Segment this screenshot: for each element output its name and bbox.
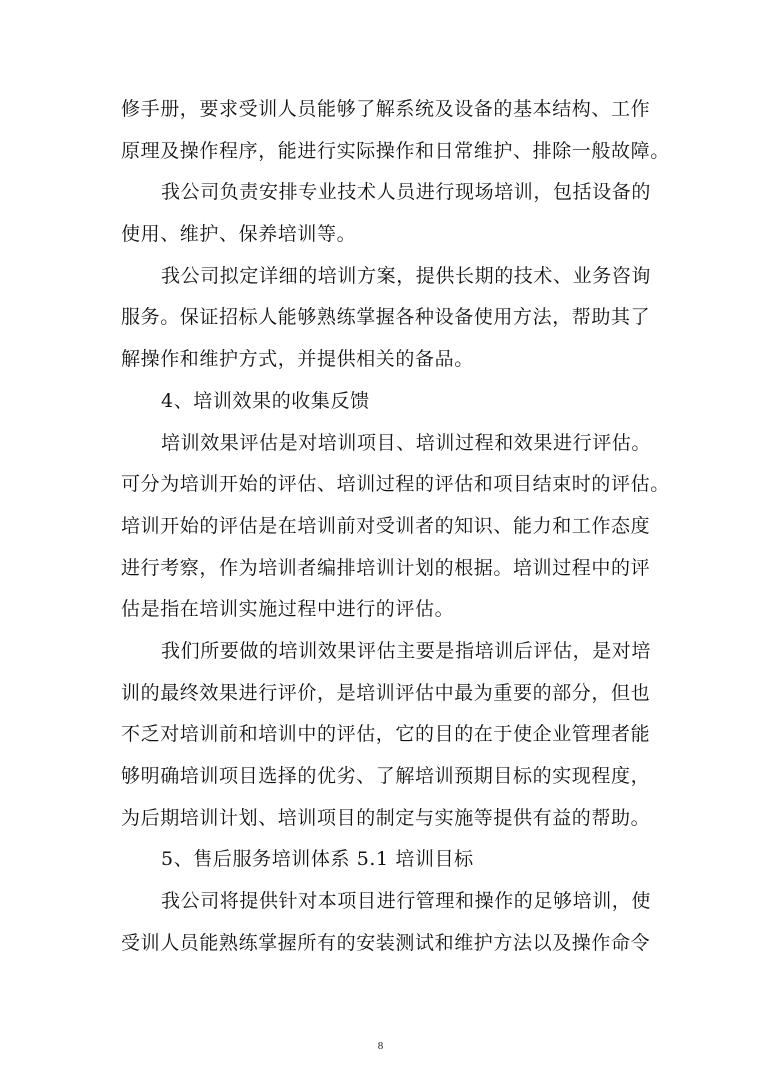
section-heading: 5、售后服务培训体系 5.1 培训目标 — [161, 848, 474, 871]
text-line: 我公司拟定详细的培训方案，提供长期的技术、业务咨询 — [161, 264, 652, 287]
text-line: 进行考察，作为培训者编排培训计划的根据。培训过程中的评 — [121, 556, 651, 579]
text-line: 服务。保证招标人能够熟练掌握各种设备使用方法，帮助其了 — [121, 306, 651, 329]
text-line: 原理及操作程序，能进行实际操作和日常维护、排除一般故障。 — [121, 139, 670, 162]
text-line: 受训人员能熟练掌握所有的安装测试和维护方法以及操作命令 — [121, 931, 651, 954]
text-line: 培训效果评估是对培训项目、培训过程和效果进行评估。 — [161, 431, 652, 454]
text-line: 不乏对培训前和培训中的评估，它的目的在于使企业管理者能 — [121, 723, 651, 746]
text-line: 修手册，要求受训人员能够了解系统及设备的基本结构、工作 — [121, 98, 651, 120]
page-number: 8 — [377, 1040, 384, 1052]
text-line: 解操作和维护方式，并提供相关的备品。 — [121, 348, 474, 371]
text-line: 够明确培训项目选择的优劣、了解培训预期目标的实现程度， — [121, 765, 651, 787]
text-line: 培训开始的评估是在培训前对受训者的知识、能力和工作态度 — [121, 514, 651, 537]
text-line: 可分为培训开始的评估、培训过程的评估和项目结束时的评估。 — [121, 473, 670, 496]
text-line: 使用、维护、保养培训等。 — [121, 223, 357, 246]
body-text — [121, 89, 670, 964]
text-line: 估是指在培训实施过程中进行的评估。 — [121, 598, 455, 621]
text-line: 我公司负责安排专业技术人员进行现场培训，包括设备的 — [161, 181, 652, 204]
text-line: 我公司将提供针对本项目进行管理和操作的足够培训，使 — [161, 890, 652, 913]
section-heading: 4、培训效果的收集反馈 — [161, 389, 370, 412]
text-line: 训的最终效果进行评价，是培训评估中最为重要的部分，但也 — [121, 681, 651, 704]
text-line: 为后期培训计划、培训项目的制定与实施等提供有益的帮助。 — [121, 806, 651, 829]
text-line: 我们所要做的培训效果评估主要是指培训后评估，是对培 — [161, 639, 652, 662]
